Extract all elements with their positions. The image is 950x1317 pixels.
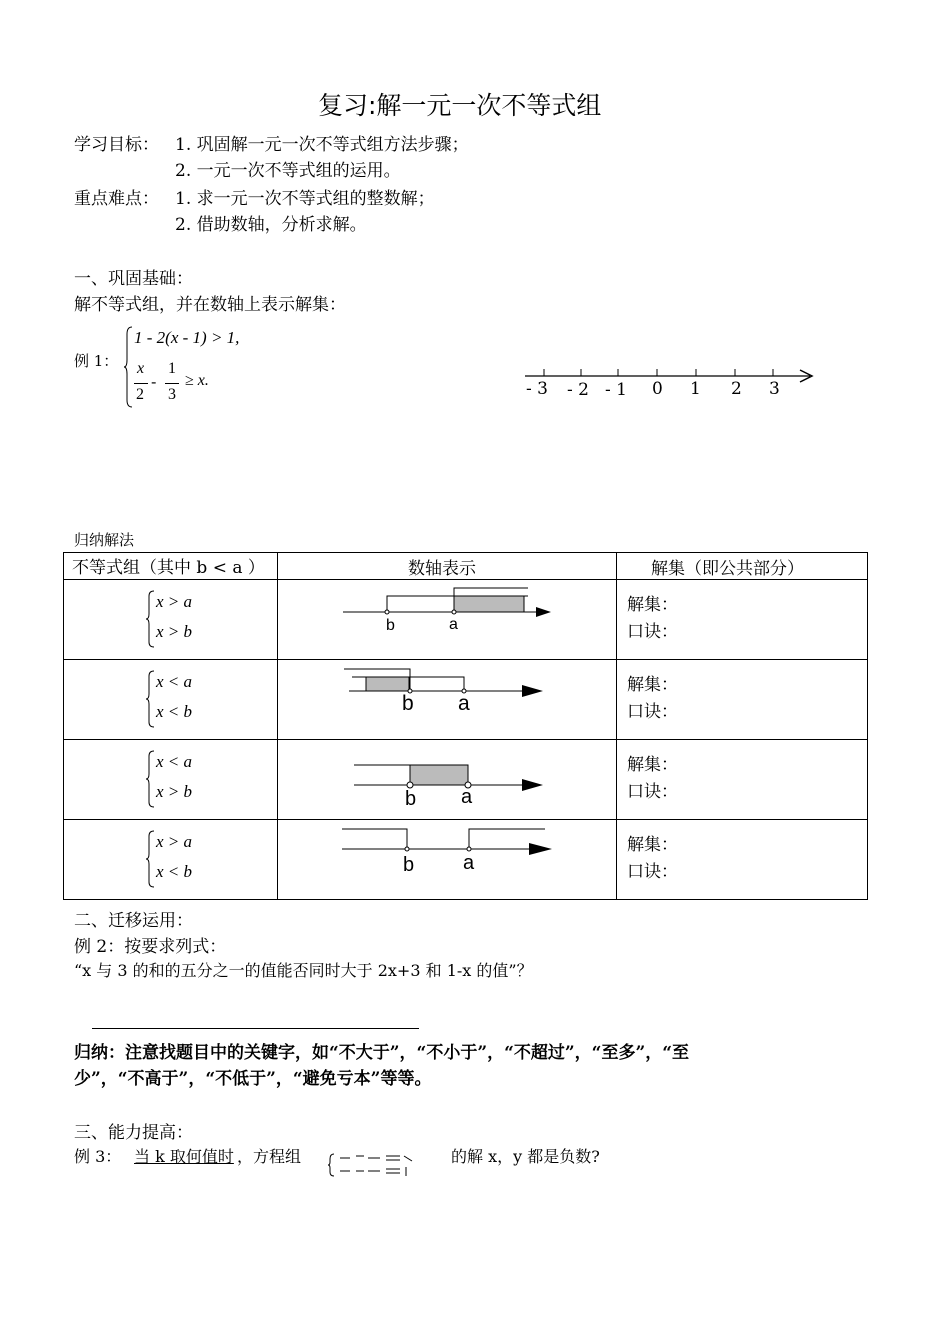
point-b-label: b — [405, 788, 417, 810]
inequality-2: x < b — [156, 702, 193, 721]
number-line-diagram — [338, 586, 558, 626]
system-brace — [146, 830, 156, 888]
objective-item-2: 2. 一元一次不等式组的运用。 — [175, 161, 401, 181]
example1-eq2-minus: - — [151, 372, 157, 391]
point-b-label: b — [403, 854, 415, 876]
number-line-cell — [278, 660, 617, 740]
solution-cell — [617, 820, 868, 900]
rhyme-label: 口诀： — [627, 622, 678, 642]
section2-heading: 二、迁移运用： — [74, 911, 193, 931]
note-line-1: 归纳：注意找题目中的关键字，如“不大于”，“不小于”，“不超过”，“至多”，“至 — [74, 1043, 690, 1063]
inequality-2: x > b — [156, 622, 193, 641]
tick-label: 2 — [731, 379, 742, 399]
table-row — [64, 580, 868, 660]
example3-label: 例 3： — [74, 1147, 122, 1166]
system-brace — [146, 590, 156, 648]
section3-heading: 三、能力提高： — [74, 1123, 193, 1143]
key-points-label: 重点难点： — [74, 189, 159, 209]
table-row — [64, 740, 868, 820]
summary-table — [63, 552, 868, 900]
example3-condition: 当 k 取何值时 — [134, 1147, 234, 1166]
tick-label: - 3 — [526, 379, 548, 399]
example3-middle: ，方程组 — [237, 1147, 302, 1166]
key-point-item-1: 1. 求一元一次不等式组的整数解； — [175, 189, 435, 209]
objective-item-1: 1. 巩固解一元一次不等式组方法步骤； — [175, 135, 469, 155]
table-row — [64, 660, 868, 740]
inequality-1: x > a — [156, 592, 193, 611]
example1-eq1: 1 - 2(x - 1) > 1, — [134, 328, 240, 347]
header-cell — [64, 553, 278, 580]
rhyme-label: 口诀： — [627, 862, 678, 882]
fraction-bar — [134, 383, 148, 384]
example1-eq2-2: 2 — [136, 386, 144, 403]
solution-label: 解集： — [627, 835, 678, 855]
number-line-cell — [278, 580, 617, 660]
tick-label: 0 — [652, 379, 663, 399]
inequality-cell — [64, 580, 278, 660]
header-label: 解集（即公共部分） — [651, 559, 804, 579]
inequality-1: x < a — [156, 752, 193, 771]
point-b-label: b — [386, 617, 395, 634]
rhyme-label: 口诀： — [627, 702, 678, 722]
example1-eq2-3: 3 — [168, 386, 176, 403]
summary-caption: 归纳解法 — [74, 531, 135, 549]
example1-brace — [124, 326, 134, 408]
example1-label: 例 1： — [74, 352, 119, 370]
point-b-label: b — [402, 692, 414, 715]
solution-cell — [617, 660, 868, 740]
table-row — [64, 820, 868, 900]
note-line-2: 少”，“不高于”，“不低于”，“避免亏本”等等。 — [74, 1069, 432, 1089]
example3-tail: 的解 x，y 都是负数? — [451, 1147, 600, 1166]
key-point-item-2: 2. 借助数轴，分析求解。 — [175, 215, 367, 235]
example1-eq2-1: 1 — [168, 360, 176, 377]
point-a-label: a — [449, 616, 458, 633]
page-title: 复习:解一元一次不等式组 — [318, 91, 602, 120]
solution-label: 解集： — [627, 595, 678, 615]
section1-instruction: 解不等式组，并在数轴上表示解集： — [74, 295, 346, 315]
inequality-2: x > b — [156, 782, 193, 801]
tick-label: - 2 — [567, 380, 589, 400]
inequality-cell — [64, 740, 278, 820]
header-cell — [617, 553, 868, 580]
table-header-row — [64, 553, 868, 580]
fraction-bar — [165, 383, 179, 384]
tick-label: 1 — [690, 379, 701, 399]
system-brace — [146, 670, 156, 728]
inequality-cell — [64, 660, 278, 740]
inequality-1: x > a — [156, 832, 193, 851]
point-a-label: a — [461, 786, 473, 808]
objectives-label: 学习目标： — [74, 135, 159, 155]
header-label: 数轴表示 — [408, 559, 476, 579]
section1-heading: 一、巩固基础： — [74, 269, 193, 289]
answer-blank-line — [92, 1028, 419, 1029]
solution-label: 解集： — [627, 675, 678, 695]
header-cell — [278, 553, 617, 580]
number-line-diagram — [344, 664, 554, 704]
example2-label: 例 2：按要求列式： — [74, 937, 227, 957]
system-brace — [146, 750, 156, 808]
inequality-2: x < b — [156, 862, 193, 881]
tick-label: 3 — [769, 379, 780, 399]
solution-cell — [617, 740, 868, 820]
example1-eq2-x: x — [137, 360, 145, 377]
number-line-cell — [278, 820, 617, 900]
solution-cell — [617, 580, 868, 660]
inequality-1: x < a — [156, 672, 193, 691]
equation-system-image — [328, 1152, 448, 1178]
tick-label: - 1 — [605, 380, 627, 400]
number-line-diagram — [354, 760, 554, 800]
inequality-cell — [64, 820, 278, 900]
header-label: 不等式组（其中 b < a ） — [72, 558, 265, 578]
rhyme-label: 口诀： — [627, 782, 678, 802]
number-line-cell — [278, 740, 617, 820]
solution-label: 解集： — [627, 755, 678, 775]
number-line-diagram — [342, 824, 557, 864]
point-a-label: a — [458, 692, 470, 715]
point-a-label: a — [463, 852, 475, 874]
example1-eq2-tail: ≥ x. — [185, 372, 209, 389]
example2-question: “x 与 3 的和的五分之一的值能否同时大于 2x+3 和 1-x 的值”？ — [74, 961, 533, 980]
